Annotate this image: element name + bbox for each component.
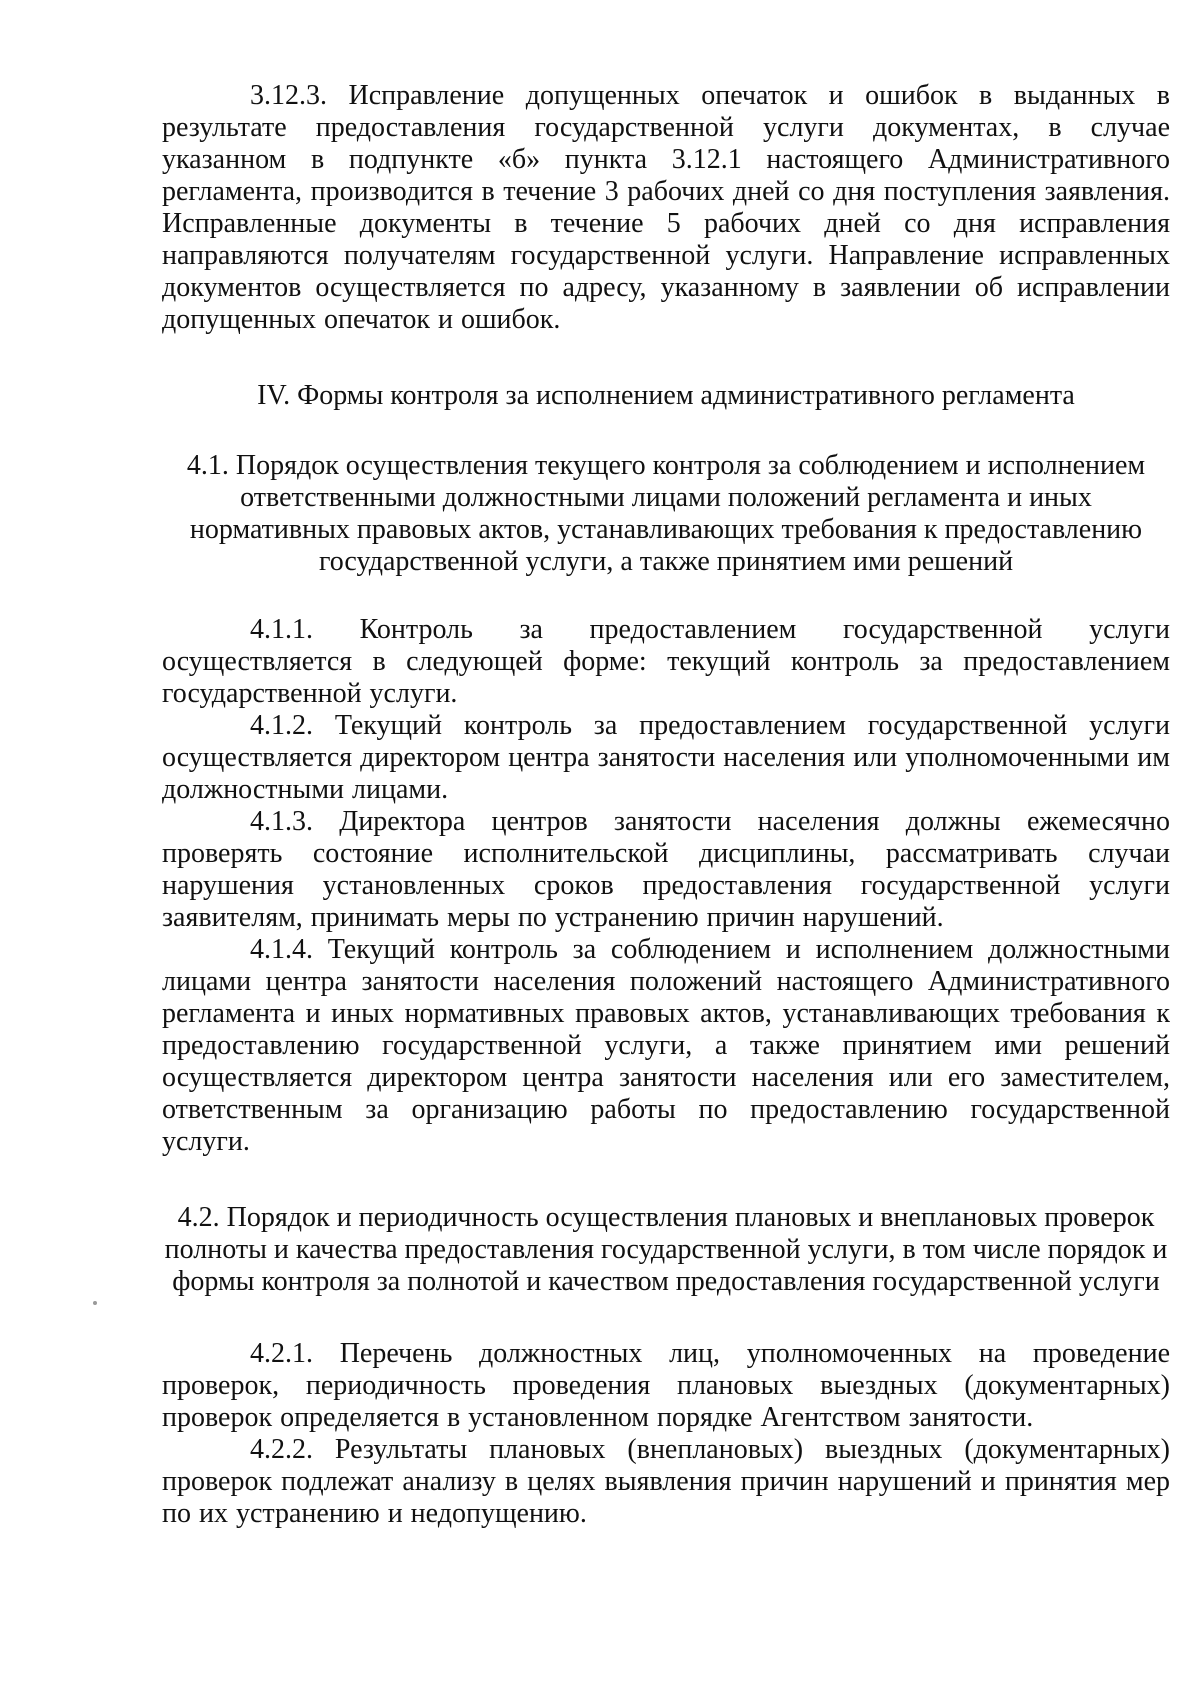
paragraph-4-2-1: 4.2.1. Перечень должностных лиц, уполномоченных на проведение проверок, периодичность проведения плановых выездных (документарных) проверок определяется в установленном порядке Агентством занятости. (162, 1338, 1170, 1433)
section-heading-4-1: 4.1. Порядок осуществления текущего контроля за соблюдением и исполнением ответственными должностными лицами положений регламента и иных нормативных правовых актов, устанавливающих требования к предоставлению государственной услуги, а также принятием ими решений (186, 450, 1146, 577)
scan-artifact-dot (93, 1301, 97, 1305)
paragraph-4-1-4: 4.1.4. Текущий контроль за соблюдением и исполнением должностными лицами центра занятости населения положений настоящего Административного регламента и иных нормативных правовых актов, устанавливающих требования к предоставлению государственной услуги, а также принятием ими решений осуществляется директором центра занятости населения или его заместителем, ответственным за организацию работы по предоставлению государственной услуги. (162, 934, 1170, 1157)
section-heading-4-2: 4.2. Порядок и периодичность осуществления плановых и внеплановых проверок полноты и качества предоставления государственной услуги, в том числе порядок и формы контроля за полнотой и качеством предоставления государственной услуги (164, 1202, 1168, 1297)
paragraph-3-12-3: 3.12.3. Исправление допущенных опечаток и ошибок в выданных в результате предоставления государственной услуги документах, в случае указанном в подпункте «б» пункта 3.12.1 настоящего Административного регламента, производится в течение 3 рабочих дней со дня поступления заявления. Исправленные документы в течение 5 рабочих дней со дня исправления направляются получателям государственной услуги. Направление исправленных документов осуществляется по адресу, указанному в заявлении об исправлении допущенных опечаток и ошибок. (162, 80, 1170, 335)
paragraph-4-2-2: 4.2.2. Результаты плановых (внеплановых) выездных (документарных) проверок подлежат анализу в целях выявления причин нарушений и принятия мер по их устранению и недопущению. (162, 1434, 1170, 1529)
paragraph-4-1-1: 4.1.1. Контроль за предоставлением государственной услуги осуществляется в следующей форме: текущий контроль за предоставлением государственной услуги. (162, 614, 1170, 709)
section-heading-iv: IV. Формы контроля за исполнением административного регламента (257, 380, 1075, 411)
paragraph-4-1-2: 4.1.2. Текущий контроль за предоставлением государственной услуги осуществляется директором центра занятости населения или уполномоченными им должностными лицами. (162, 710, 1170, 805)
paragraph-4-1-3: 4.1.3. Директора центров занятости населения должны ежемесячно проверять состояние исполнительской дисциплины, рассматривать случаи нарушения установленных сроков предоставления государственной услуги заявителям, принимать меры по устранению причин нарушений. (162, 806, 1170, 933)
